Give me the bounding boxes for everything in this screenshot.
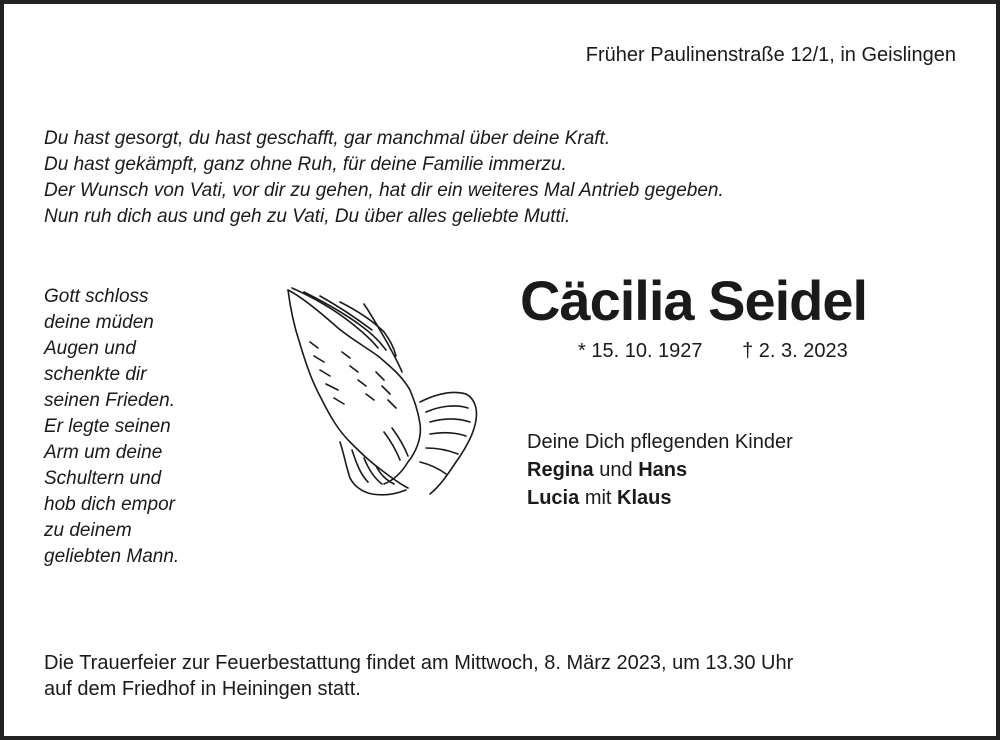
verse-line: Schultern und: [44, 468, 162, 489]
poem: [44, 126, 724, 230]
mourner-name: Regina: [527, 459, 594, 481]
mourner-joiner: und: [599, 459, 633, 481]
poem-line: Du hast gekämpft, ganz ohne Ruh, für deine Familie immerzu.: [44, 154, 567, 175]
poem-line: Nun ruh dich aus und geh zu Vati, Du über alles geliebte Mutti.: [44, 206, 571, 227]
poem-line: Der Wunsch von Vati, vor dir zu gehen, hat dir ein weiteres Mal Antrieb gegeben.: [44, 180, 724, 201]
mourner-name: Lucia: [527, 487, 580, 509]
mourners-line: [527, 456, 793, 484]
verse-line: Augen und: [44, 338, 136, 359]
verse-line: zu deinem: [44, 520, 132, 541]
funeral-service-info: [44, 650, 793, 702]
praying-hands-icon: [280, 282, 482, 498]
mourner-name: Hans: [638, 459, 688, 481]
verse-line: deine müden: [44, 312, 154, 333]
service-line: auf dem Friedhof in Heiningen statt.: [44, 678, 361, 700]
poem-line: Du hast gesorgt, du hast geschafft, gar manchmal über deine Kraft.: [44, 128, 611, 149]
service-line: Die Trauerfeier zur Feuerbestattung findet am Mittwoch, 8. März 2023, um 13.30 Uhr: [44, 652, 794, 674]
mourners-line: [527, 484, 793, 512]
verse-line: Arm um deine: [44, 442, 163, 463]
mourner-joiner: mit: [584, 487, 612, 509]
verse-line: Er legte seinen: [44, 416, 171, 437]
former-address: Früher Paulinenstraße 12/1, in Geislingen: [585, 44, 956, 66]
verse-line: seinen Frieden.: [44, 390, 175, 411]
birth-date: * 15. 10. 1927: [578, 340, 703, 362]
mourners: [527, 428, 793, 512]
mourners-intro: Deine Dich pflegenden Kinder: [527, 431, 793, 453]
verse-line: geliebten Mann.: [44, 546, 180, 567]
verse-line: schenkte dir: [44, 364, 147, 385]
verse: [44, 284, 179, 570]
verse-line: hob dich empor: [44, 494, 175, 515]
mourner-name: Klaus: [617, 487, 672, 509]
life-dates: [578, 340, 848, 363]
verse-line: Gott schloss: [44, 286, 149, 307]
deceased-name: Cäcilia Seidel: [520, 269, 868, 332]
death-date: † 2. 3. 2023: [742, 340, 848, 362]
